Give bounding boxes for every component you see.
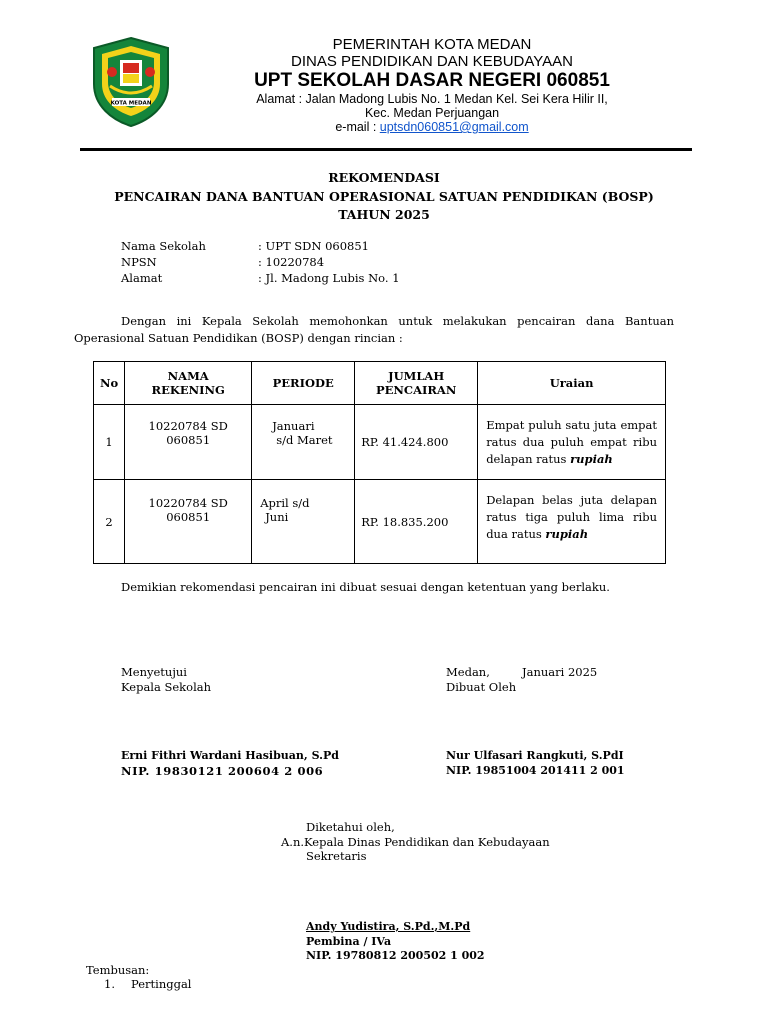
col-header-jumlah [355, 362, 478, 405]
email-line [232, 120, 632, 134]
col-header-rekening-line2: REKENING [151, 383, 225, 397]
row-periode-line2: s/d Maret [276, 433, 333, 447]
identity-label-address: Alamat [121, 271, 163, 285]
row-jumlah: RP. 18.835.200 [355, 480, 478, 564]
col-header-jumlah-line1: JUMLAH [388, 369, 445, 383]
preparer-name: Nur Ulfasari Rangkuti, S.PdI [446, 749, 624, 762]
row-periode [252, 405, 355, 480]
row-uraian-text: Delapan belas juta delapan ratus tiga puluh lima ribu dua ratus [486, 493, 657, 541]
city-of-medan-crest-icon [90, 36, 172, 128]
identity-label-school: Nama Sekolah [121, 239, 206, 253]
government-name: PEMERINTAH KOTA MEDAN [332, 36, 532, 53]
closing-statement: Demikian rekomendasi pencairan ini dibuat sesuai dengan ketentuan yang berlaku. [121, 580, 610, 594]
table-row [94, 480, 666, 564]
row-rekening [125, 480, 252, 564]
table-row [94, 405, 666, 480]
row-periode [252, 480, 355, 564]
email-label: e-mail : [335, 120, 380, 134]
document-title: REKOMENDASI [328, 170, 440, 185]
acknowledged-label: Diketahui oleh, [306, 820, 395, 834]
row-rekening-line2: 060851 [166, 433, 211, 447]
row-rekening [125, 405, 252, 480]
secretary-rank: Pembina / IVa [306, 935, 392, 948]
row-uraian-emphasis: rupiah [570, 451, 613, 466]
row-no: 2 [94, 480, 125, 564]
col-header-rekening-line1: NAMA [167, 369, 209, 383]
intro-line-2: Operasional Satuan Pendidikan (BOSP) dengan rincian : [74, 331, 403, 345]
document-subtitle: PENCAIRAN DANA BANTUAN OPERASIONAL SATUAN PENDIDIKAN (BOSP) [114, 189, 654, 204]
row-periode-line1: Januari [272, 419, 315, 433]
sign-date: Januari 2025 [522, 665, 598, 679]
row-jumlah: RP. 41.424.800 [355, 405, 478, 480]
principal-title: Kepala Sekolah [121, 680, 212, 694]
preparer-label: Dibuat Oleh [446, 680, 517, 694]
row-rekening-line1: 10220784 SD [148, 496, 228, 510]
sign-place: Medan, [446, 665, 490, 679]
row-rekening-line1: 10220784 SD [148, 419, 228, 433]
identity-value-address: : Jl. Madong Lubis No. 1 [258, 271, 400, 285]
row-uraian [478, 405, 666, 480]
school-name: UPT SEKOLAH DASAR NEGERI 060851 [254, 70, 610, 91]
intro-line-1: Dengan ini Kepala Sekolah memohonkan untuk melakukan pencairan dana Bantuan [121, 314, 674, 328]
secretary-name: Andy Yudistira, S.Pd.,M.Pd [306, 920, 471, 933]
row-uraian-text: Empat puluh satu juta empat ratus dua puluh empat ribu delapan ratus [486, 417, 657, 466]
col-header-uraian: Uraian [478, 362, 666, 405]
cc-label: Tembusan: [86, 963, 150, 977]
row-uraian [478, 480, 666, 564]
col-header-jumlah-line2: PENCAIRAN [376, 383, 457, 397]
approval-label: Menyetujui [121, 665, 187, 679]
address-line-2: Kec. Medan Perjuangan [364, 106, 500, 120]
identity-value-school: : UPT SDN 060851 [258, 239, 370, 253]
col-header-no: No [94, 362, 125, 405]
identity-value-npsn: : 10220784 [258, 255, 325, 269]
row-uraian-emphasis: rupiah [545, 527, 589, 541]
cc-item: Pertinggal [131, 977, 192, 991]
department-name: DINAS PENDIDIKAN DAN KEBUDAYAAN [290, 53, 573, 70]
row-periode-line1: April s/d [260, 496, 310, 510]
address-line-1: Alamat : Jalan Madong Lubis No. 1 Medan Kel. Sei Kera Hilir II, [256, 92, 608, 106]
col-header-periode: PERIODE [252, 362, 355, 405]
acknowledged-on-behalf: A.n.Kepala Dinas Pendidikan dan Kebudayaan [281, 835, 550, 849]
identity-label-npsn: NPSN [121, 255, 157, 269]
row-no: 1 [94, 405, 125, 480]
disbursement-table [93, 361, 666, 564]
col-header-rekening [125, 362, 252, 405]
principal-nip: NIP. 19830121 200604 2 006 [121, 764, 324, 778]
cc-item-number: 1. [104, 977, 115, 991]
table-header-row [94, 362, 666, 405]
document-year: TAHUN 2025 [338, 207, 430, 222]
principal-name: Erni Fithri Wardani Hasibuan, S.Pd [121, 749, 339, 762]
row-rekening-line2: 060851 [166, 510, 211, 524]
email-link[interactable]: uptsdn060851@gmail.com [379, 120, 529, 134]
row-periode-line2: Juni [265, 510, 289, 524]
svg-text:KOTA MEDAN: KOTA MEDAN [110, 100, 152, 107]
acknowledged-position: Sekretaris [306, 849, 367, 863]
header-divider [80, 148, 692, 151]
preparer-nip: NIP. 19851004 201411 2 001 [446, 764, 625, 777]
secretary-nip: NIP. 19780812 200502 1 002 [306, 949, 485, 962]
